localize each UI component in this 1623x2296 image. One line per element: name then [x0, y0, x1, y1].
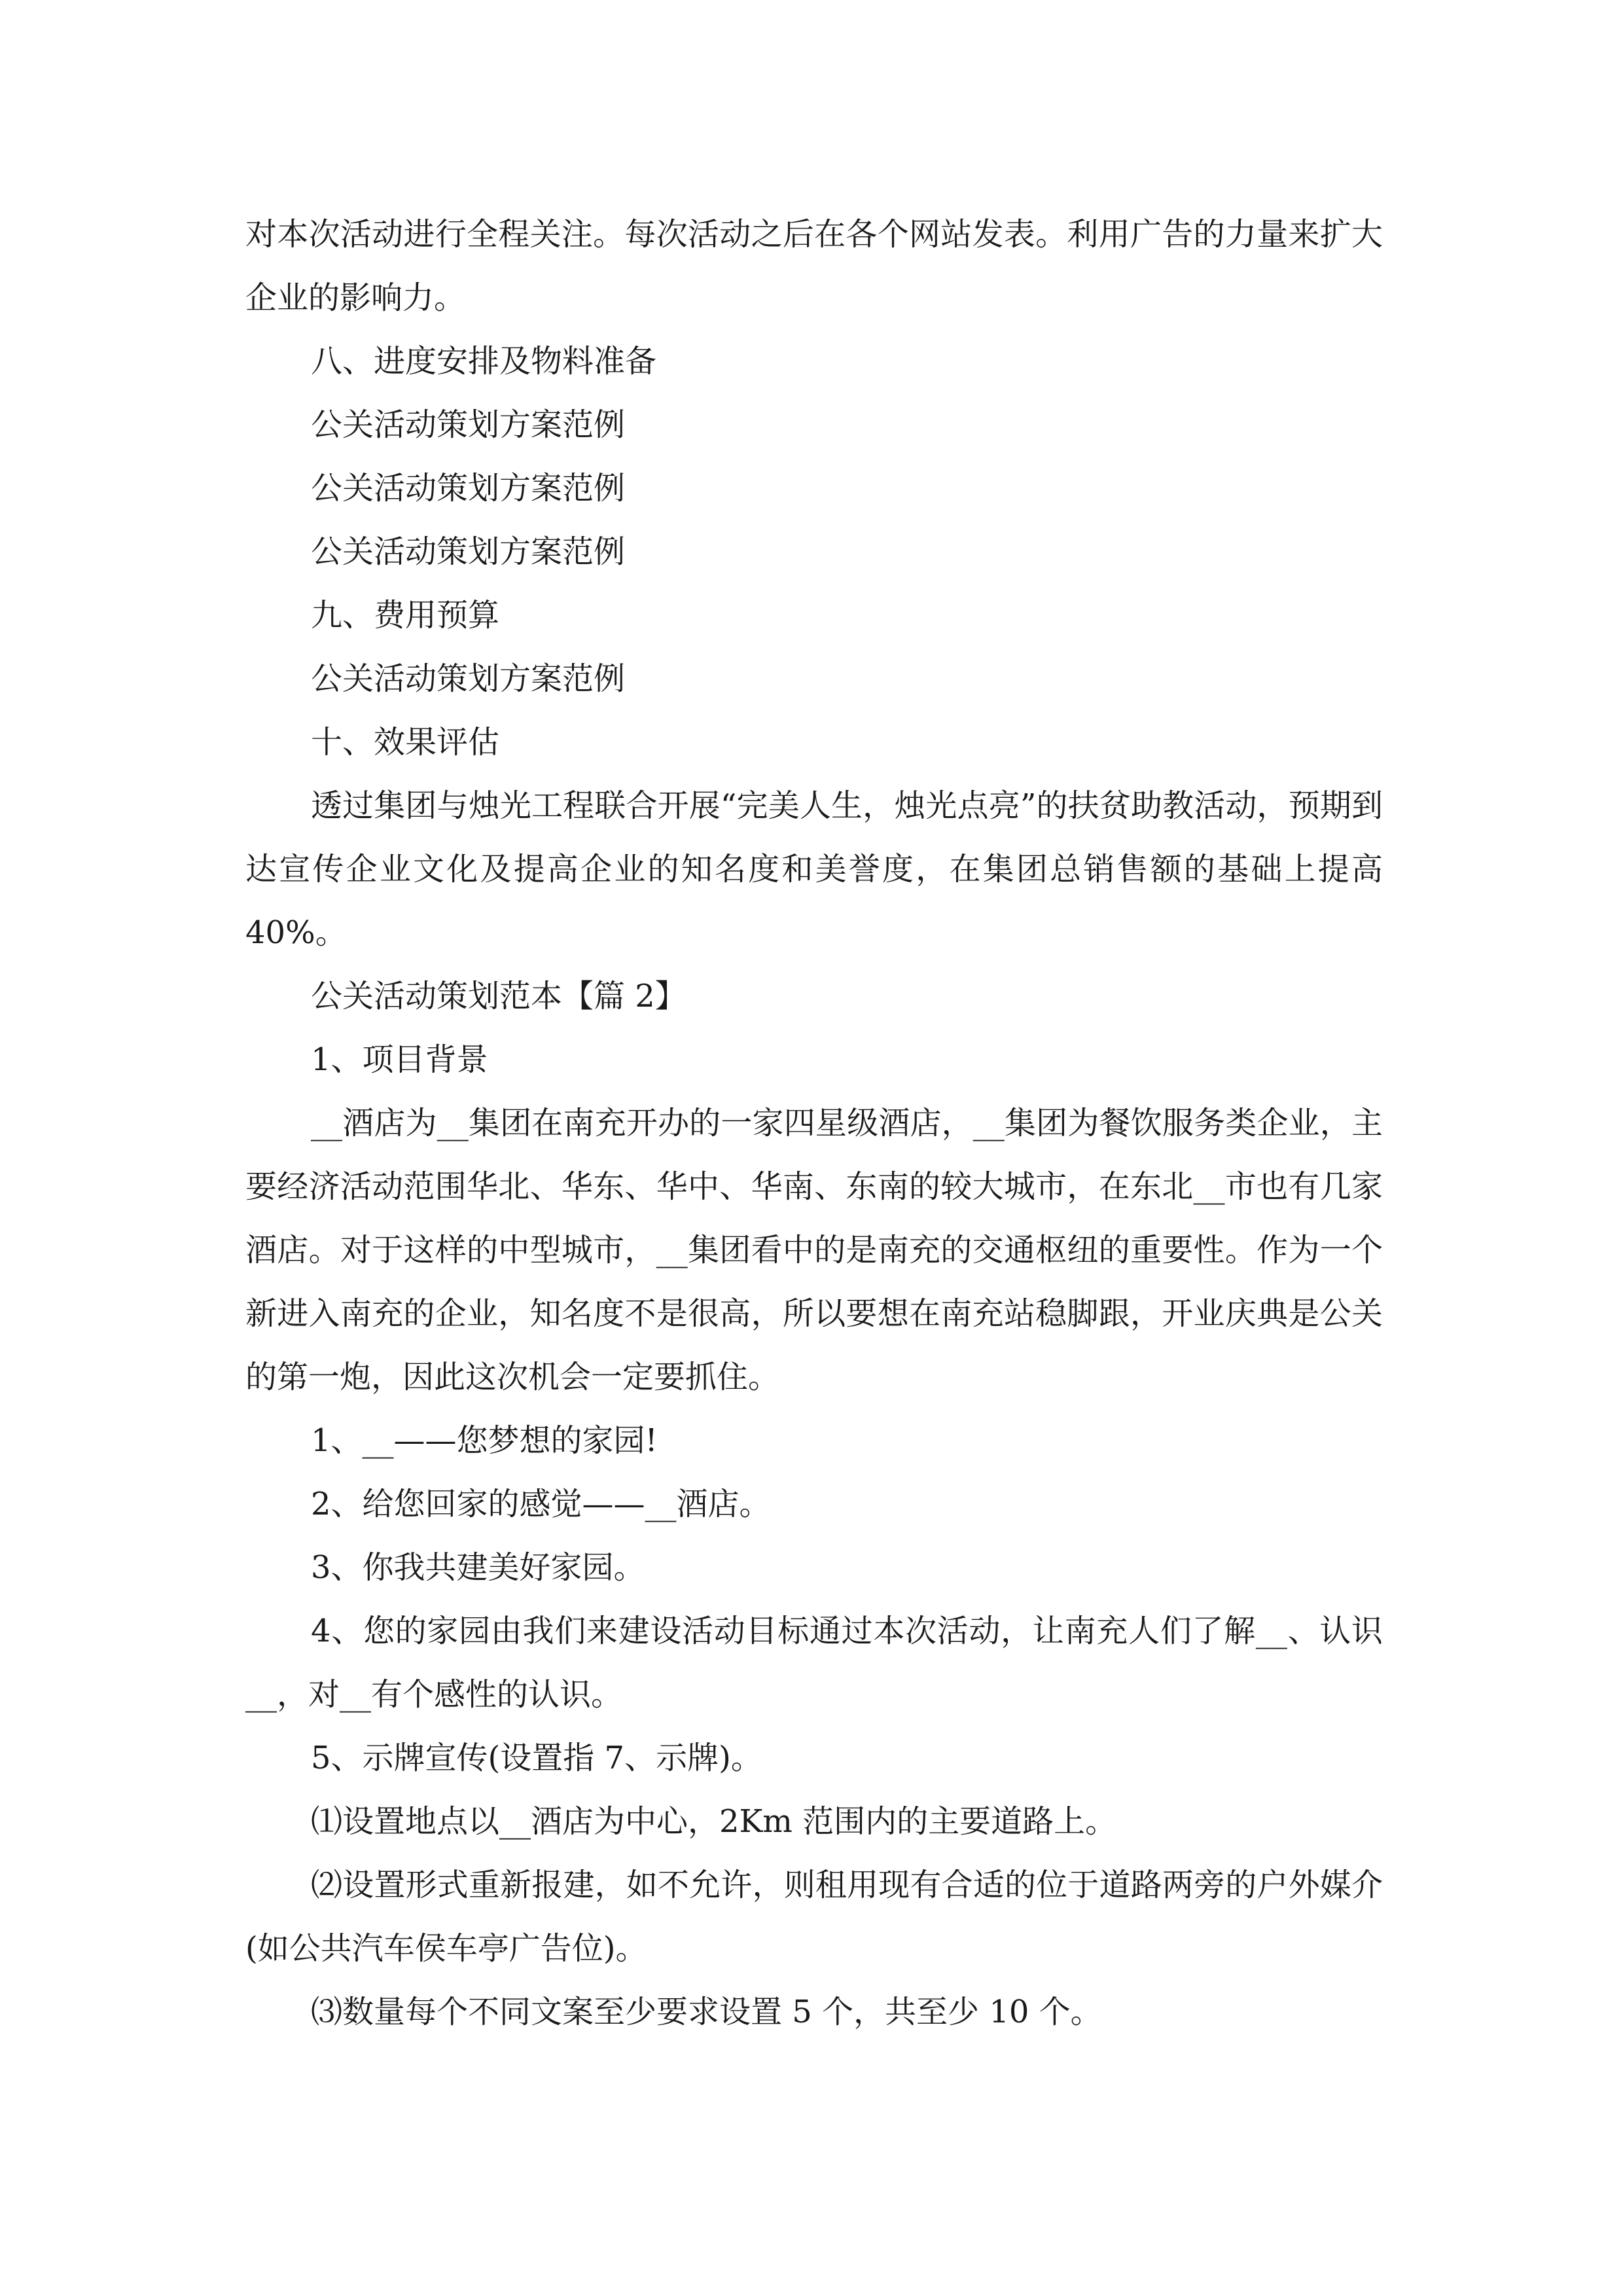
- list-item: 4、您的家园由我们来建设活动目标通过本次活动，让南充人们了解__、认识__，对__有个感性的认识。: [245, 1613, 1383, 1713]
- list-item: 5、示牌宣传(设置指 7、示牌)。: [311, 1740, 762, 1776]
- list-item: 1、__——您梦想的家园!: [311, 1422, 658, 1459]
- paragraph: 公关活动策划方案范例: [311, 470, 626, 507]
- section-heading-8: 八、进度安排及物料准备: [311, 343, 657, 380]
- sub-item: ⑴设置地点以__酒店为中心，2Km 范围内的主要道路上。: [311, 1803, 1117, 1840]
- section-heading-9: 九、费用预算: [311, 597, 500, 634]
- paragraph: 对本次活动进行全程关注。每次活动之后在各个网站发表。利用广告的力量来扩大企业的影响力。: [245, 216, 1383, 316]
- section-heading-10: 十、效果评估: [311, 724, 500, 761]
- document-body: [245, 203, 1383, 2044]
- paragraph: __酒店为__集团在南充开办的一家四星级酒店，__集团为餐饮服务类企业，主要经济活动范围华北、华东、华中、华南、东南的较大城市，在东北__市也有几家酒店。对于这样的中型城市，__集团看中的是南充的交通枢纽的重要性。作为一个新进入南充的企业，知名度不是很高，所以要想在南充站稳脚跟，开业庆典是公关的第一炮，因此这次机会一定要抓住。: [245, 1105, 1383, 1395]
- sub-item: ⑵设置形式重新报建，如不允许，则租用现有合适的位于道路两旁的户外媒介(如公共汽车侯车亭广告位)。: [245, 1867, 1383, 1967]
- sub-item: ⑶数量每个不同文案至少要求设置 5 个，共至少 10 个。: [311, 1994, 1102, 2030]
- list-item: 3、你我共建美好家园。: [311, 1549, 645, 1586]
- list-item: 2、给您回家的感觉——__酒店。: [311, 1486, 771, 1522]
- paragraph: 公关活动策划方案范例: [311, 533, 626, 570]
- paragraph: 公关活动策划方案范例: [311, 406, 626, 443]
- section-heading-project-background: 1、项目背景: [311, 1041, 488, 1078]
- paragraph: 公关活动策划方案范例: [311, 660, 626, 697]
- article-title: 公关活动策划范本【篇 2】: [311, 978, 687, 1014]
- paragraph: 透过集团与烛光工程联合开展“完美人生，烛光点亮”的扶贫助教活动，预期到达宣传企业文化及提高企业的知名度和美誉度，在集团总销售额的基础上提高 40%。: [245, 787, 1383, 951]
